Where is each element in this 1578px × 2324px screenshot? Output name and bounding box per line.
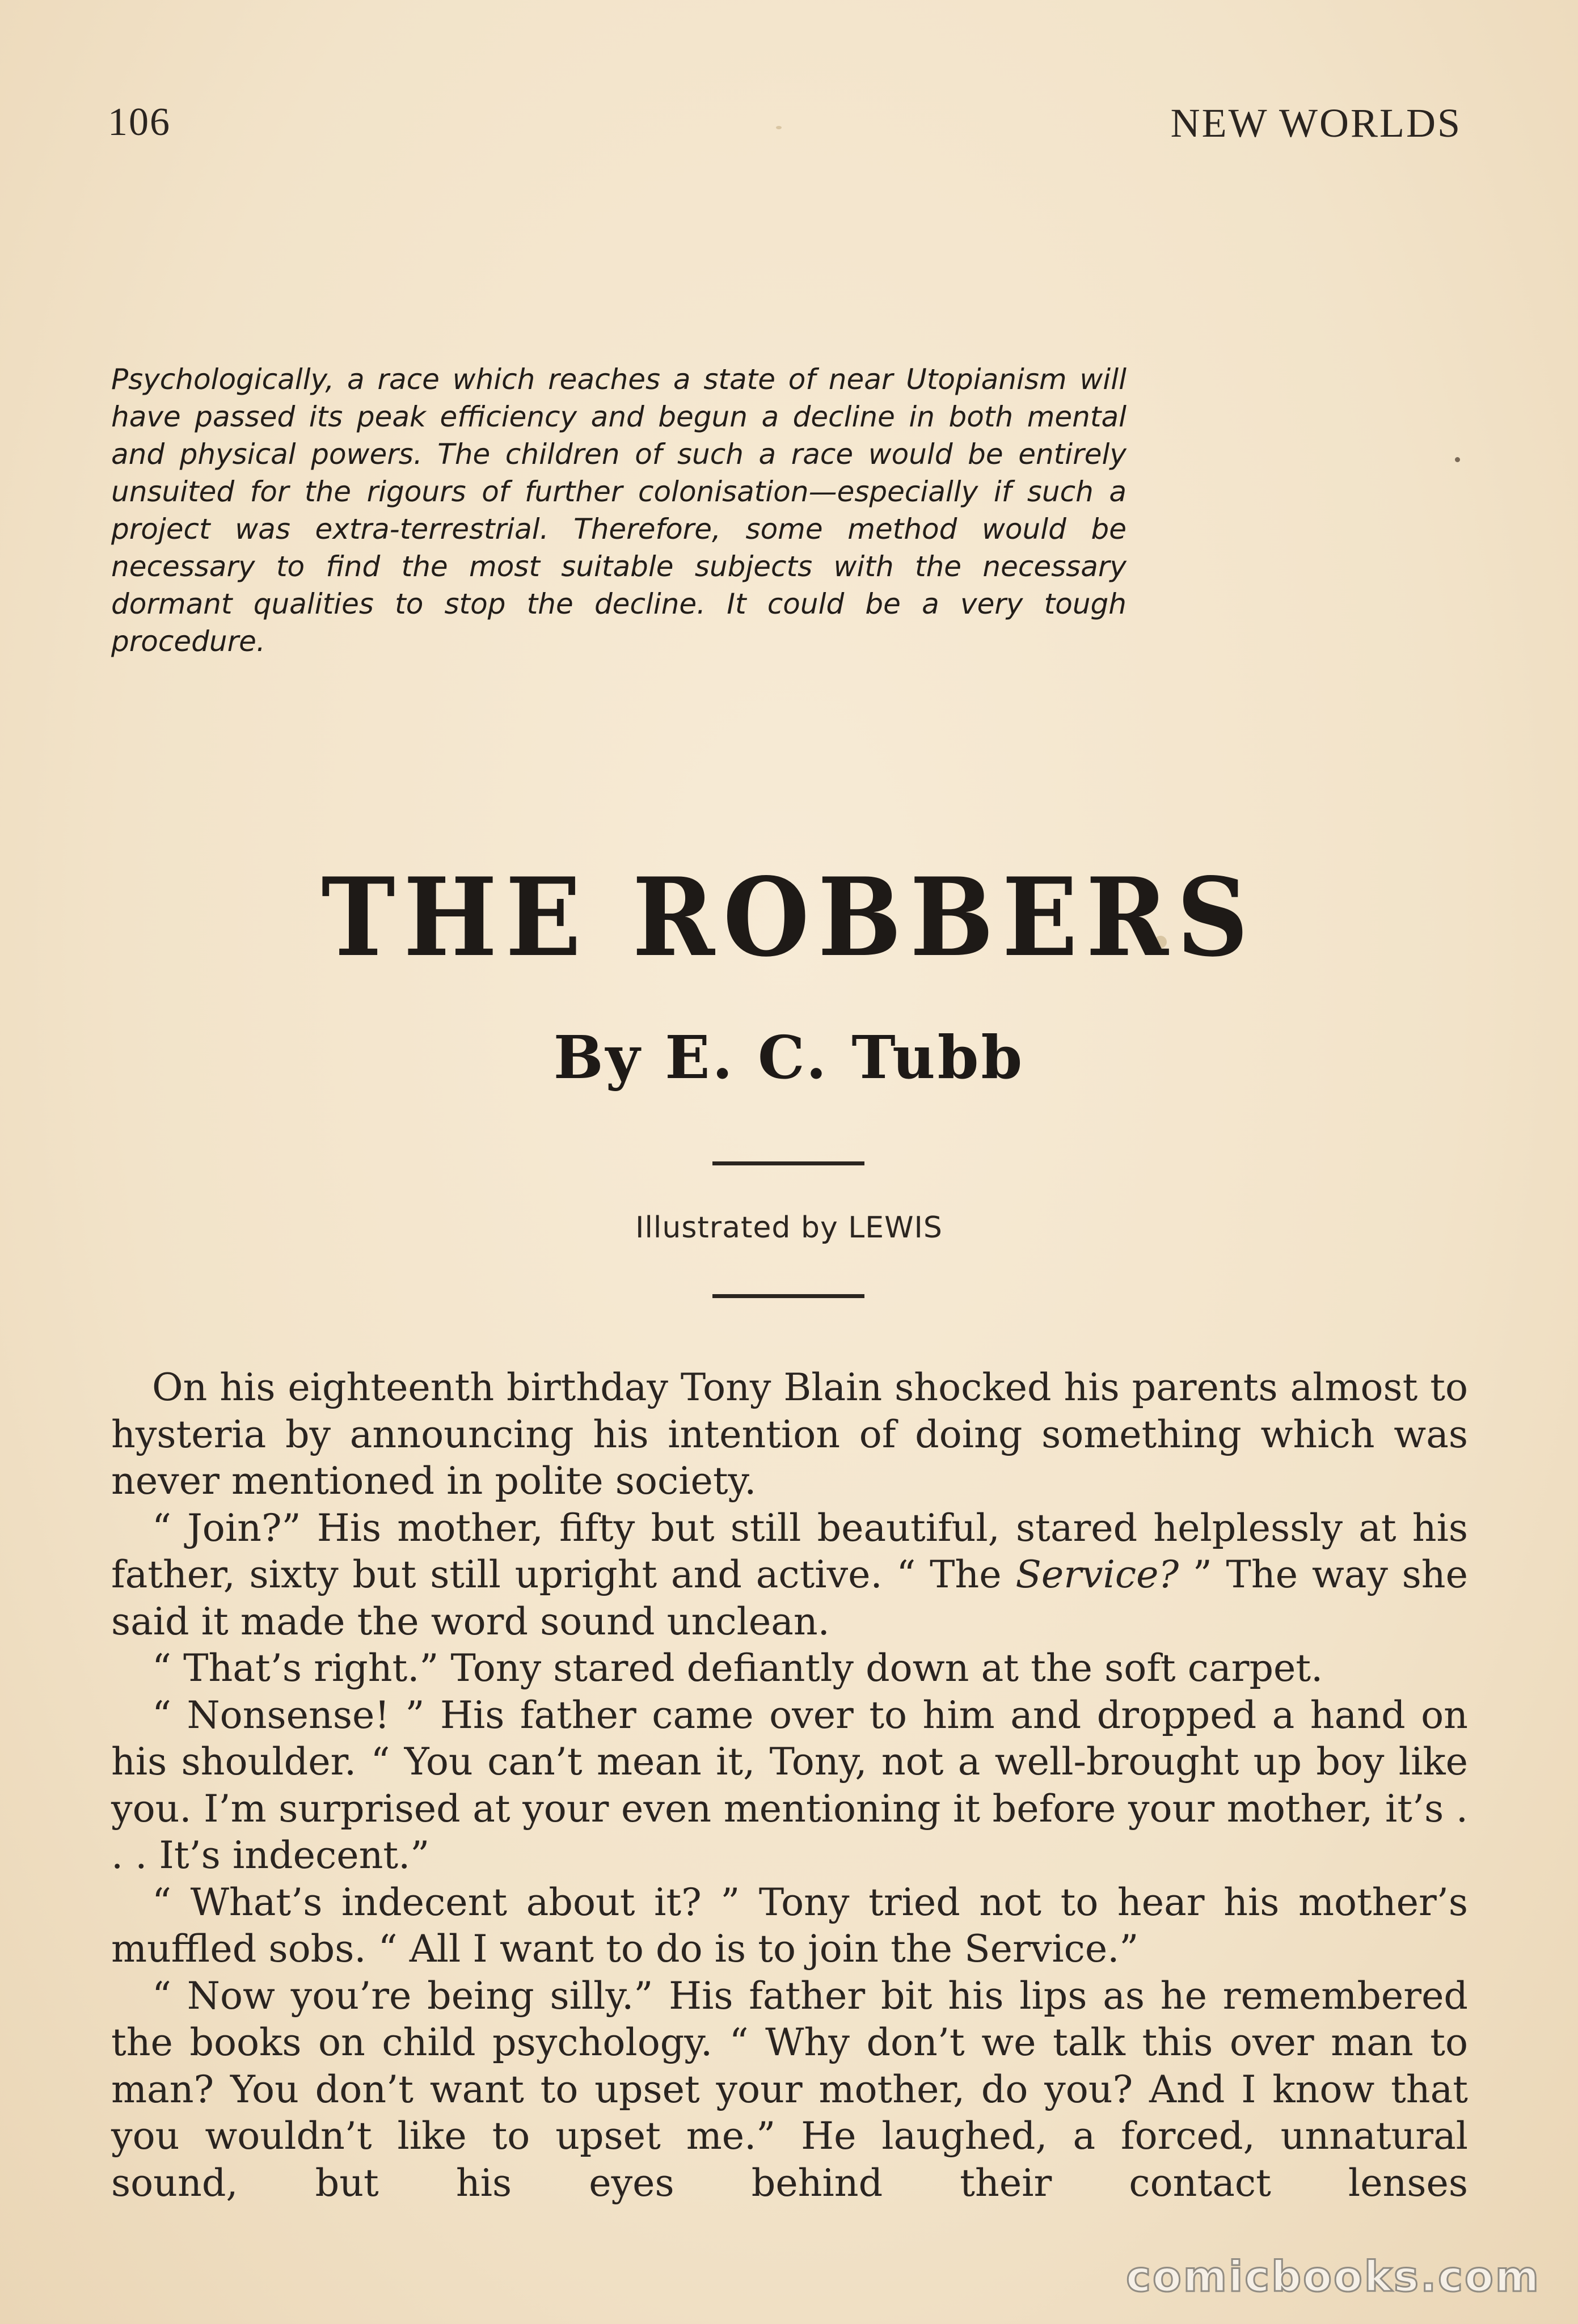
paragraph-2-text-b: ” The way she said it made the word sound unclean. bbox=[111, 1552, 1468, 1643]
paragraph-2-text-a: “ Join?” His mother, fifty but still beautiful, stared helplessly at his father, sixty but still upright and active. “ The bbox=[111, 1505, 1468, 1596]
divider-rule-top bbox=[712, 1161, 864, 1165]
story-byline: By E. C. Tubb bbox=[553, 1022, 1025, 1092]
paragraph-3: “ That’s right.” Tony stared defiantly down at the soft carpet. bbox=[152, 1646, 1323, 1690]
page-number: 106 bbox=[108, 100, 171, 144]
paragraph-4: “ Nonsense! ” His father came over to him and dropped a hand on his shoulder. “ You can’t mean it, Tony, not a well-brought up boy like you. I’m surprised at your even mentioning it before your mother, it’s . . . It’s indecent.” bbox=[111, 1692, 1468, 1877]
site-watermark: comicbooks.com bbox=[1126, 2253, 1541, 2301]
paragraph-2-emphasis: Service? bbox=[1015, 1552, 1179, 1596]
paper-speck bbox=[1455, 457, 1460, 462]
paragraph-1: On his eighteenth birthday Tony Blain shocked his parents almost to hysteria by announcing his intention of doing something which was never mentioned in polite society. bbox=[111, 1365, 1468, 1503]
running-head: NEW WORLDS bbox=[1170, 100, 1462, 146]
paragraph-6: “ Now you’re being silly.” His father bit his lips as he remembered the books on child psychology. “ Why don’t we talk this over man to man? You don’t want to upset your mother, do you? And I know that you wouldn’t like to upset me.” He laughed, a forced, unnatural sound, but his eyes behind their contact lenses bbox=[111, 1973, 1468, 2205]
divider-rule-bottom bbox=[712, 1294, 864, 1298]
illustrator-credit: Illustrated by LEWIS bbox=[635, 1211, 943, 1245]
story-body bbox=[111, 1364, 1468, 2206]
paragraph-5: “ What’s indecent about it? ” Tony tried not to hear his mother’s muffled sobs. “ All I want to do is to join the Service.” bbox=[111, 1879, 1468, 1971]
story-title: THE ROBBERS bbox=[321, 854, 1257, 981]
paragraph-2 bbox=[111, 1505, 1468, 1645]
story-blurb: Psychologically, a race which reaches a state of near Utopianism will have passed its peak efficiency and begun a decline in both mental and physical powers. The children of such a race would be entirely unsuited for the rigours of further colonisation—especially if such a project was extra-terrestrial. Therefore, some method would be necessary to find the most suitable subjects with the necessary dormant qualities to stop the decline. It could be a very tough procedure. bbox=[111, 363, 1126, 658]
paper-speck bbox=[776, 126, 782, 129]
